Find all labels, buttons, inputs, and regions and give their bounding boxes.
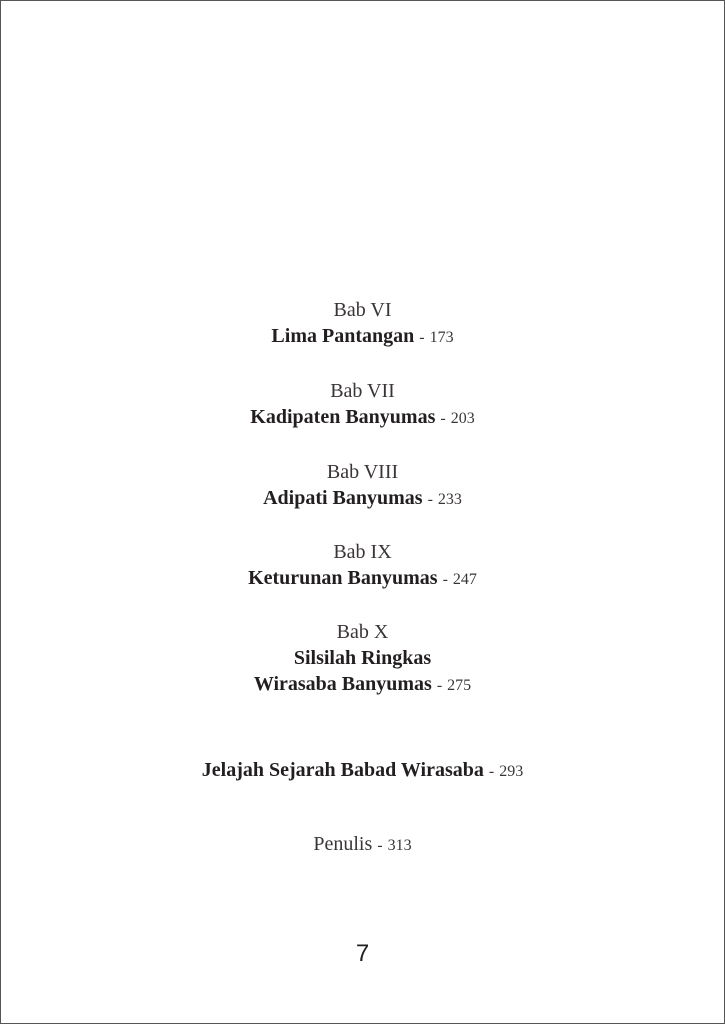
chapter-title-line <box>0 485 725 513</box>
chapter-label: Bab VI <box>333 299 392 321</box>
section-title: Penulis <box>313 833 373 855</box>
chapter-title: Keturunan Banyumas <box>248 567 438 589</box>
chapter-title-line-1: Silsilah Ringkas <box>293 647 432 669</box>
section-title-line <box>0 757 725 785</box>
chapter-title-line <box>0 671 725 699</box>
separator: - <box>488 763 495 780</box>
chapter-title-line-2: Wirasaba Banyumas <box>253 673 432 695</box>
section-page: 313 <box>387 837 412 854</box>
chapter-title-line <box>0 565 725 593</box>
toc-entry-penulis <box>0 831 725 859</box>
section-page: 293 <box>499 763 524 780</box>
chapter-title: Adipati Banyumas <box>263 487 423 509</box>
separator: - <box>442 571 448 588</box>
chapter-label: Bab X <box>336 621 389 643</box>
chapter-page: 173 <box>429 329 454 346</box>
page-number: 7 <box>355 940 370 967</box>
chapter-page: 203 <box>450 410 475 427</box>
section-title: Jelajah Sejarah Babad Wirasaba <box>201 759 484 781</box>
toc-entry-bab-x <box>0 619 725 699</box>
toc-entry-bab-vii <box>0 378 725 432</box>
section-title-line <box>0 831 725 859</box>
chapter-title-line <box>0 323 725 351</box>
chapter-page: 275 <box>447 677 472 694</box>
chapter-title: Kadipaten Banyumas <box>250 406 436 428</box>
toc-entry-bab-vi <box>0 297 725 351</box>
toc-entry-bab-ix <box>0 539 725 593</box>
toc-entry-jelajah <box>0 757 725 785</box>
chapter-title: Lima Pantangan <box>271 325 415 347</box>
chapter-label: Bab IX <box>333 541 392 563</box>
separator: - <box>377 837 383 854</box>
chapter-title-line <box>0 404 725 432</box>
separator: - <box>436 677 443 694</box>
separator: - <box>440 410 446 427</box>
chapter-title-line <box>0 645 725 671</box>
separator: - <box>419 329 425 346</box>
chapter-label: Bab VIII <box>326 461 399 483</box>
chapter-page: 247 <box>452 571 477 588</box>
separator: - <box>427 491 433 508</box>
toc-entry-bab-viii <box>0 459 725 513</box>
chapter-label: Bab VII <box>330 380 395 402</box>
chapter-page: 233 <box>437 491 462 508</box>
